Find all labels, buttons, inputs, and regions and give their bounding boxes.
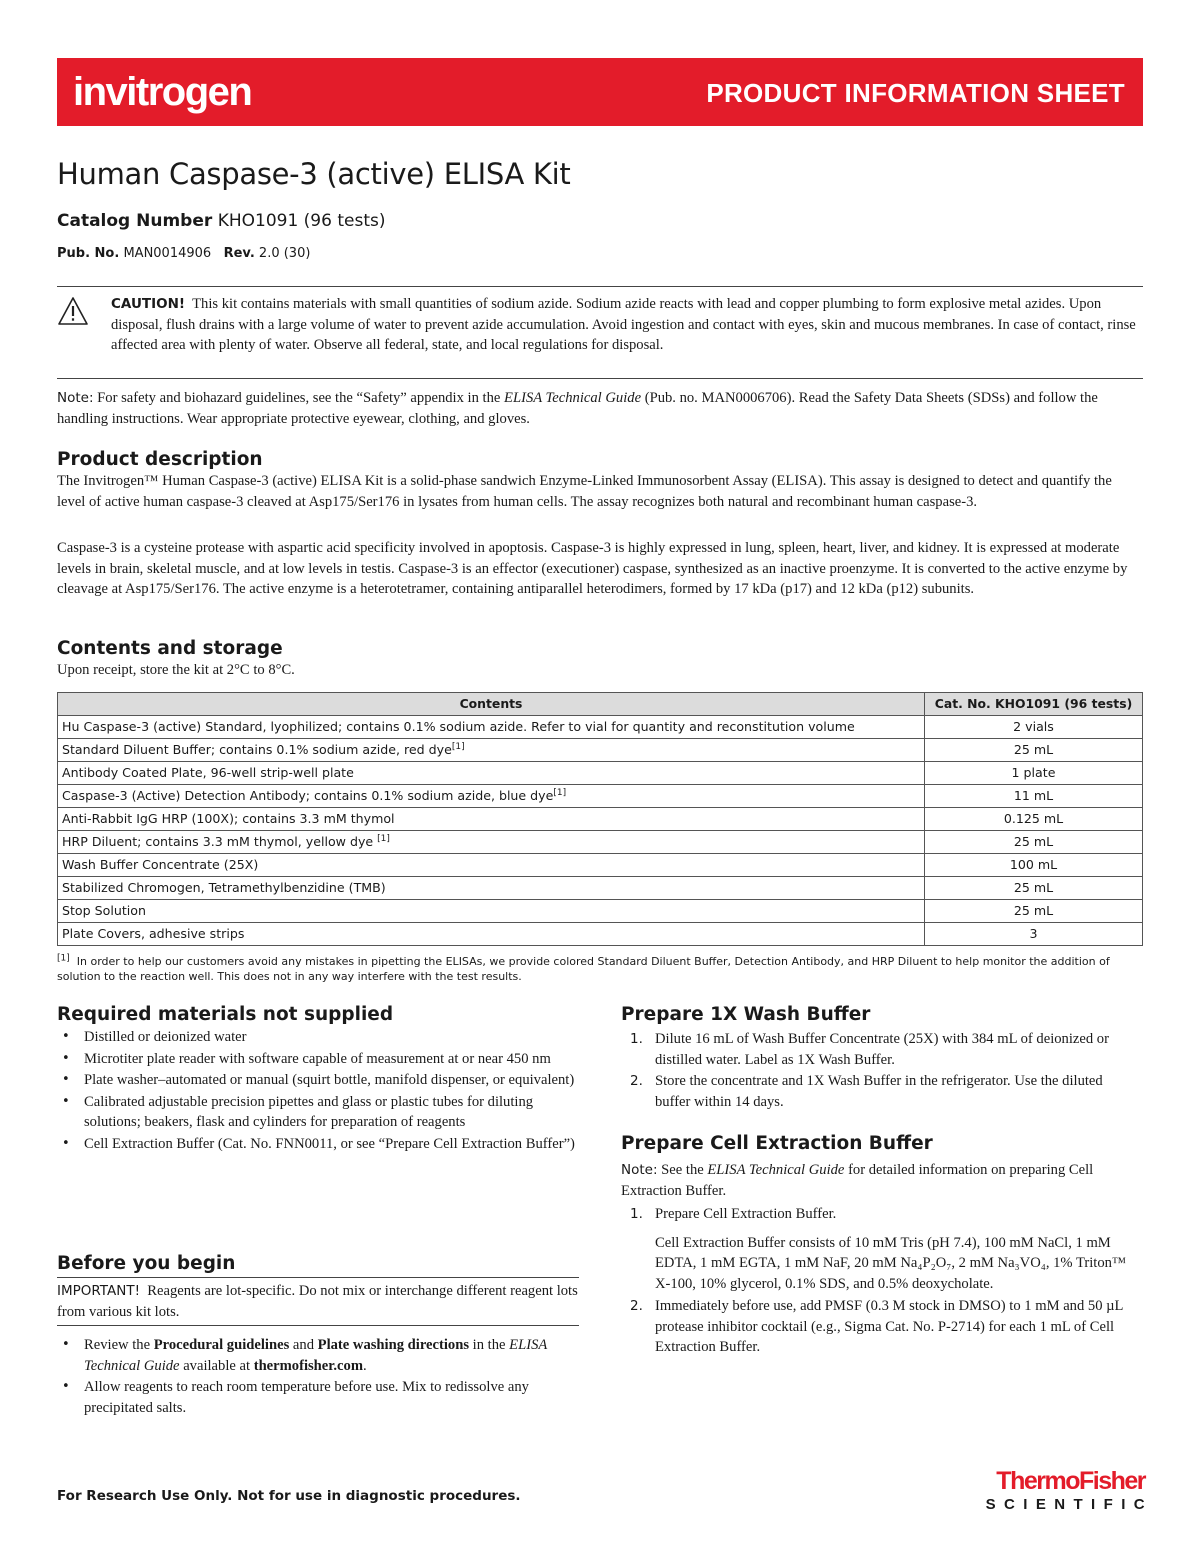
wash-buffer-heading: Prepare 1X Wash Buffer [621, 1004, 871, 1025]
cell-extraction-composition: Cell Extraction Buffer consists of 10 mM Tris (pH 7.4), 100 mM NaCl, 1 mM EDTA, 1 mM EGTA, 1 mM NaF, 20 mM Na₄P₂O₇, 2 mM Na₃VO₄, 1% Triton™ X-100, 10% glycerol, 0.1% SDS, and 0.5% deoxycholate. [655, 1234, 1127, 1292]
list-item: • Cell Extraction Buffer (Cat. No. FNN0011, or see “Prepare Cell Extraction Buffer”) [57, 1134, 587, 1155]
procedural-guidelines-link: Procedural guidelines [153, 1337, 290, 1353]
table-cell-item: Standard Diluent Buffer; contains 0.1% sodium azide, red dye[1] [58, 739, 925, 762]
catalog-number [57, 210, 385, 232]
table-cell-item: Antibody Coated Plate, 96-well strip-well plate [58, 762, 925, 785]
table-cell-item: Plate Covers, adhesive strips [58, 923, 925, 946]
table-row [58, 739, 1143, 762]
caution-body: This kit contains materials with small quantities of sodium azide. Sodium azide reacts with lead and copper plumbing to form explosive metal azides. Upon disposal, flush drains with a large volume of water to prevent azide accumulation. Avoid ingestion and contact with eyes, skin and mucous membranes. In case of contact, rinse affected area with plenty of water. Observe all federal, state, and local regulations for disposal. [111, 296, 1136, 353]
table-cell-qty: 25 mL [925, 739, 1143, 762]
pub-value: MAN0014906 [123, 246, 212, 261]
list-item: • Calibrated adjustable precision pipettes and glass or plastic tubes for diluting solutions; beakers, flask and cylinders for preparation of reagents [57, 1092, 587, 1133]
pub-label: Pub. No. [57, 246, 120, 261]
rev-value: 2.0 (30) [258, 246, 311, 261]
note-guide: ELISA Technical Guide [504, 390, 642, 406]
table-row [58, 762, 1143, 785]
before-you-begin-list [57, 1335, 587, 1419]
safety-note [57, 388, 1143, 429]
list-item: • Allow reagents to reach room temperature before use. Mix to redissolve any precipitated salts. [57, 1377, 587, 1418]
list-item: 1. Prepare Cell Extraction Buffer. Cell Extraction Buffer consists of 10 mM Tris (pH 7.4), 100 mM NaCl, 1 mM EDTA, 1 mM EGTA, 1 mM NaF, 20 mM Na₄P₂O₇, 2 mM Na₃VO₄, 1% Triton™ X-100, 10% glycerol, 0.1% SDS, and 0.5% deoxycholate. [621, 1204, 1131, 1294]
list-item: 2. Store the concentrate and 1X Wash Buffer in the refrigerator. Use the diluted buffer within 14 days. [630, 1073, 1103, 1110]
required-materials-list [57, 1027, 587, 1155]
warning-icon [57, 296, 89, 326]
table-cell-item: Caspase-3 (Active) Detection Antibody; contains 0.1% sodium azide, blue dye[1] [58, 785, 925, 808]
important-bottom-rule [57, 1325, 579, 1326]
table-row [58, 716, 1143, 739]
footer-disclaimer: For Research Use Only. Not for use in diagnostic procedures. [57, 1488, 521, 1504]
table-cell-qty: 25 mL [925, 831, 1143, 854]
list-item: 1. Dilute 16 mL of Wash Buffer Concentrate (25X) with 384 mL of deionized or distilled water. Label as 1X Wash Buffer. [630, 1031, 1109, 1068]
caution-top-rule [57, 286, 1143, 287]
table-cell-qty: 11 mL [925, 785, 1143, 808]
storage-intro: Upon receipt, store the kit at 2°C to 8°C. [57, 662, 295, 678]
table-cell-item: Hu Caspase-3 (active) Standard, lyophilized; contains 0.1% sodium azide. Refer to vial for quantity and reconstitution volume [58, 716, 925, 739]
wash-buffer-steps [621, 1029, 1131, 1113]
list-item: • Plate washer–automated or manual (squirt bottle, manifold dispenser, or equivalent) [57, 1070, 587, 1091]
note-label: Note: [57, 390, 94, 406]
table-cell-item: HRP Diluent; contains 3.3 mM thymol, yellow dye [1] [58, 831, 925, 854]
publication-info [57, 245, 310, 263]
table-cell-qty: 25 mL [925, 900, 1143, 923]
catalog-value: KHO1091 (96 tests) [217, 211, 386, 231]
table-row [58, 923, 1143, 946]
table-header-row [58, 693, 1143, 716]
cell-extraction-heading: Prepare Cell Extraction Buffer [621, 1133, 933, 1154]
list-item: • Distilled or deionized water [57, 1027, 587, 1048]
table-row [58, 877, 1143, 900]
table-cell-item: Anti-Rabbit IgG HRP (100X); contains 3.3 mM thymol [58, 808, 925, 831]
before-you-begin-heading: Before you begin [57, 1253, 236, 1274]
list-item: 2. Immediately before use, add PMSF (0.3 M stock in DMSO) to 1 mM and 50 µL protease inhibitor cocktail (e.g., Sigma Cat. No. P-2714) for each 1 mL of Cell Extraction Buffer. [630, 1298, 1123, 1355]
table-cell-item: Stabilized Chromogen, Tetramethylbenzidine (TMB) [58, 877, 925, 900]
important-top-rule [57, 1277, 579, 1278]
important-label: IMPORTANT! [57, 1283, 140, 1299]
list-item: • Microtiter plate reader with software capable of measurement at or near 450 nm [57, 1049, 587, 1070]
product-description-p2: Caspase-3 is a cysteine protease with aspartic acid specificity involved in apoptosis. Caspase-3 is highly expressed in lung, spleen, heart, liver, and kidney. It is expressed at moderate levels in brain, skeletal muscle, and at low levels in testis. Caspase-3 is an effector (executioner) caspase, synthesized as an inactive proenzyme. It is converted to the active enzyme by cleavage at Asp175/Ser176. The active enzyme is a heterotetramer, containing antiparallel heterodimers, formed by 17 kDa (p17) and 12 kDa (p12) subunits. [57, 540, 1128, 597]
caution-label: CAUTION! [111, 296, 186, 312]
table-cell-item: Stop Solution [58, 900, 925, 923]
banner-title: PRODUCT INFORMATION SHEET [706, 78, 1125, 108]
table-cell-qty: 2 vials [925, 716, 1143, 739]
contents-storage-heading: Contents and storage [57, 638, 283, 659]
caution-bottom-rule [57, 378, 1143, 379]
caution-text [111, 294, 1141, 356]
note-pre: For safety and biohazard guidelines, see the “Safety” appendix in the [97, 390, 501, 406]
table-header-contents: Contents [58, 693, 925, 716]
table-cell-qty: 0.125 mL [925, 808, 1143, 831]
table-cell-qty: 1 plate [925, 762, 1143, 785]
table-header-catno: Cat. No. KHO1091 (96 tests) [925, 693, 1143, 716]
cell-extraction-note: Note: See the ELISA Technical Guide for detailed information on preparing Cell Extraction Buffer. [621, 1162, 1094, 1199]
thermofisher-logo [955, 1467, 1153, 1515]
table-row [58, 900, 1143, 923]
product-description-p1: The Invitrogen™ Human Caspase-3 (active) ELISA Kit is a solid-phase sandwich Enzyme-Linked Immunosorbent Assay (ELISA). This assay is designed to detect and quantify the level of active human caspase-3 cleaved at Asp175/Ser176 in lysates from human cells. The assay recognizes both natural and recombinant human caspase-3. [57, 473, 1112, 510]
table-footnote [57, 955, 1143, 984]
required-materials-heading: Required materials not supplied [57, 1004, 394, 1025]
note-post: (Pub. no. MAN0006706). Read the Safety Data Sheets (SDSs) and follow the handling instructions. Wear appropriate protective eyewear, clothing, and gloves. [57, 390, 1098, 427]
table-cell-qty: 25 mL [925, 877, 1143, 900]
thermofisher-link[interactable]: thermofisher.com [253, 1357, 363, 1374]
table-row [58, 808, 1143, 831]
thermofisher-logo-scientific: SCIENTIFIC [985, 1496, 1153, 1513]
table-cell-qty: 100 mL [925, 854, 1143, 877]
list-item: • Review the Procedural guidelines and Plate washing directions in the ELISA Technical Guide available at thermofisher.com. [57, 1335, 587, 1376]
header-banner [57, 58, 1143, 126]
plate-washing-link: Plate washing directions [317, 1337, 470, 1353]
invitrogen-logo: invitrogen [73, 70, 252, 114]
cell-extraction-steps [621, 1204, 1131, 1359]
table-row [58, 785, 1143, 808]
important-note [57, 1281, 579, 1322]
important-text: Reagents are lot-specific. Do not mix or interchange different reagent lots from various kit lots. [57, 1283, 578, 1320]
page-title: Human Caspase-3 (active) ELISA Kit [57, 157, 571, 191]
thermofisher-logo-name: ThermoFisher [996, 1467, 1145, 1495]
contents-table [57, 692, 1143, 946]
table-row [58, 854, 1143, 877]
catalog-label: Catalog Number [57, 211, 213, 231]
table-cell-item: Wash Buffer Concentrate (25X) [58, 854, 925, 877]
footnote-mark: [1] [57, 953, 70, 964]
footnote-text: In order to help our customers avoid any mistakes in pipetting the ELISAs, we provide colored Standard Diluent Buffer, Detection Antibody, and HRP Diluent to help monitor the addition of solution to the reaction well. This does not in any way interfere with the test results. [57, 955, 1110, 983]
product-description-heading: Product description [57, 449, 263, 470]
table-row [58, 831, 1143, 854]
table-cell-qty: 3 [925, 923, 1143, 946]
rev-label: Rev. [223, 246, 255, 261]
